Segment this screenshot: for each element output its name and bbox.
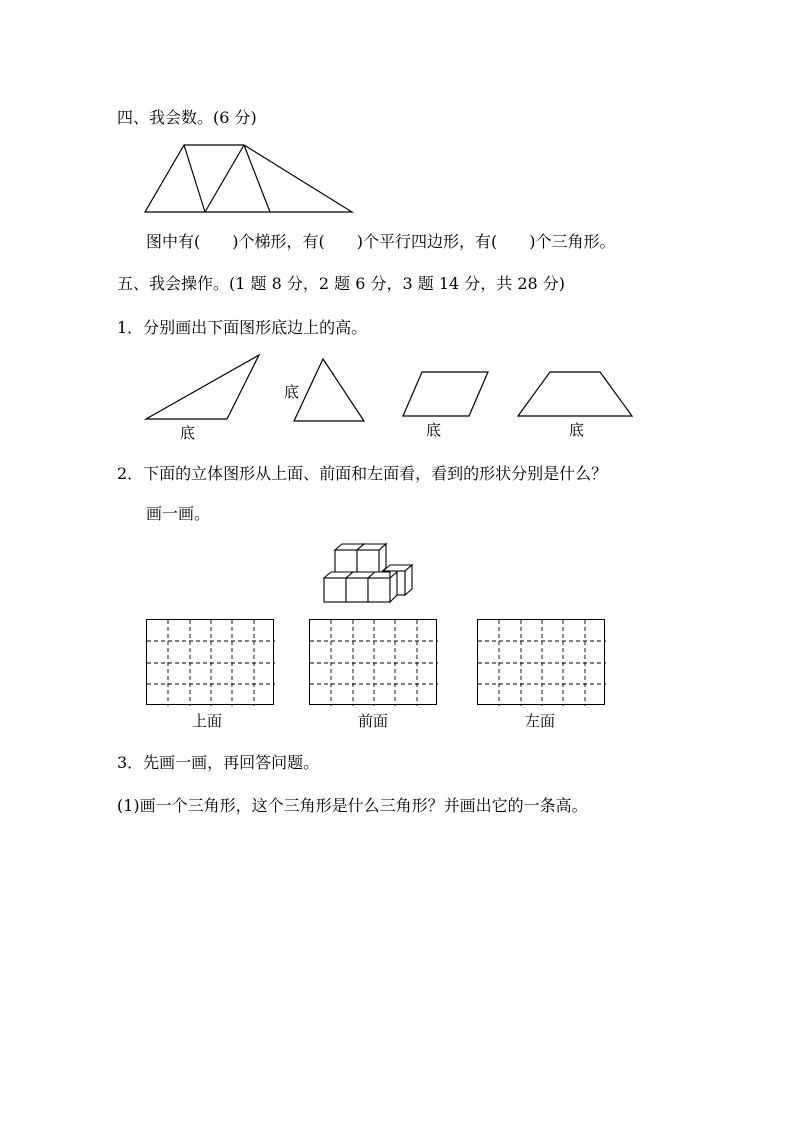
parallelogram xyxy=(403,372,488,416)
q2-subtext: 画一画。 xyxy=(146,504,211,523)
obtuse-triangle xyxy=(146,355,259,419)
counting-figure-line-2 xyxy=(205,145,244,212)
section5-heading: 五、我会操作。(1 题 8 分，2 题 6 分，3 题 14 分，共 28 分) xyxy=(117,274,566,293)
cube-bottom-3 xyxy=(368,572,397,602)
base-label-3: 底 xyxy=(426,421,442,439)
q1-text: 1．分别画出下面图形底边上的高。 xyxy=(117,318,368,337)
grid-label-left: 左面 xyxy=(525,712,556,730)
counting-figure-line-3 xyxy=(244,145,270,212)
base-label-2: 底 xyxy=(284,383,300,401)
q2-text: 2．下面的立体图形从上面、前面和左面看，看到的形状分别是什么？ xyxy=(117,464,608,483)
cube-stack xyxy=(320,538,420,608)
q1-shapes xyxy=(140,350,640,430)
counting-figure-line-1 xyxy=(184,145,205,212)
counting-figure xyxy=(140,140,380,220)
trapezoid xyxy=(518,372,632,416)
section4-question: 图中有( )个梯形，有( )个平行四边形，有( )个三角形。 xyxy=(146,232,616,251)
grid-front-view[interactable] xyxy=(309,619,437,705)
cube-top-right xyxy=(357,544,386,574)
grid-left-view[interactable] xyxy=(477,619,605,705)
section4-heading: 四、我会数。(6 分) xyxy=(117,108,257,127)
grid-label-top: 上面 xyxy=(192,712,223,730)
q3-text: 3．先画一画，再回答问题。 xyxy=(117,753,320,772)
grid-top-view[interactable] xyxy=(146,619,274,705)
base-label-1: 底 xyxy=(180,424,196,442)
base-label-4: 底 xyxy=(569,421,585,439)
grid-label-front: 前面 xyxy=(358,712,389,730)
acute-triangle xyxy=(294,359,364,421)
q3-sub1: (1)画一个三角形，这个三角形是什么三角形？并画出它的一条高。 xyxy=(117,796,588,815)
